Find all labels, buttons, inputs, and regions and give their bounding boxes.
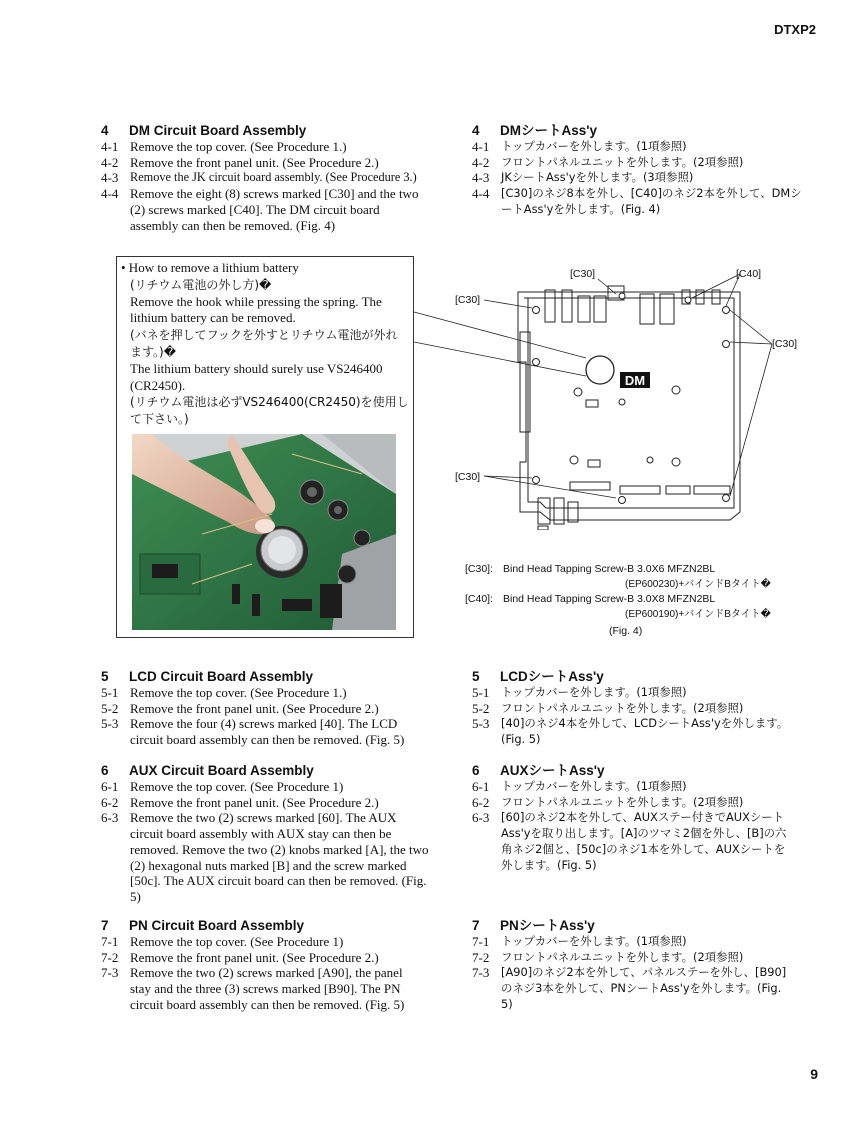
step (472, 186, 802, 217)
step-number: 4-1 (101, 139, 119, 154)
step-number: 7-1 (101, 934, 119, 949)
caption-text: Bind Head Tapping Screw-B 3.0X8 MFZN2BL (503, 593, 716, 605)
step (472, 170, 802, 186)
step-text: Remove the eight (8) screws marked [C30] and the two (2) screws marked [C40]. The DM circuit board assembly can then be removed. (Fig. 4) (130, 186, 419, 233)
step (101, 701, 431, 717)
step (101, 795, 431, 811)
section-number: 6 (472, 763, 480, 778)
step-text: フロントパネルユニットを外します。(2項参照) (501, 949, 744, 964)
step-number: 6-2 (101, 794, 119, 810)
section-title: LCDシートAss'y (500, 669, 604, 684)
step (101, 950, 431, 966)
section-title: DM Circuit Board Assembly (129, 123, 307, 138)
step-number: 4-2 (472, 154, 490, 170)
section-number: 7 (101, 918, 109, 933)
step-number: 4-2 (101, 154, 119, 170)
step-text: フロントパネルユニットを外します。(2項参照) (501, 700, 744, 715)
battery-note-box (116, 256, 414, 638)
step-number: 7-2 (101, 949, 119, 965)
model-code: DTXP2 (774, 22, 816, 37)
section-heading (101, 918, 431, 934)
caption-key: [C30]: (465, 563, 494, 575)
step-text: Remove the front panel unit. (See Procedure 2.) (130, 700, 379, 716)
step (472, 779, 792, 795)
step-number: 5-2 (101, 700, 119, 716)
figure-label: (Fig. 4) (609, 625, 643, 637)
step-text: トップカバーを外します。(1項参照) (501, 139, 687, 153)
step-number: 5-3 (472, 716, 490, 732)
label-c40: [C40] (736, 268, 762, 280)
battery-removal-photo (132, 434, 396, 630)
step-text: トップカバーを外します。(1項参照) (501, 934, 687, 948)
step-text: トップカバーを外します。(1項参照) (501, 779, 687, 793)
section-title: DMシートAss'y (500, 123, 597, 138)
note-text-jp: (リチウム電池は必ずVS246400(CR2450)を使用して下さい。) (130, 395, 409, 427)
label-c30-top: [C30] (570, 268, 596, 280)
section-title: PN Circuit Board Assembly (129, 918, 305, 933)
step (472, 950, 792, 966)
step (101, 779, 431, 795)
note-text-jp: (バネを押してフックを外すとリチウム電池が外れます。)� (130, 328, 398, 359)
step-number: 5-3 (101, 716, 119, 732)
section-number: 7 (472, 918, 480, 933)
section-6-en (101, 763, 431, 905)
note-leader-lines (410, 300, 610, 380)
section-5-en (101, 669, 431, 748)
step-number: 4-4 (101, 186, 119, 202)
step-text: Remove the JK circuit board assembly. (See Procedure 3.) (130, 170, 417, 185)
step-number: 5-1 (101, 685, 119, 700)
step (101, 934, 431, 950)
section-heading (472, 763, 792, 779)
caption-key: [C40]: (465, 593, 494, 605)
step (472, 701, 792, 717)
section-7-jp (472, 918, 792, 1013)
step (101, 685, 431, 701)
step-number: 4-1 (472, 139, 490, 154)
step-text: Remove the front panel unit. (See Procedure 2.) (130, 794, 379, 810)
step-text: Remove the top cover. (See Procedure 1) (130, 934, 344, 949)
step (101, 139, 431, 155)
step (101, 186, 419, 233)
label-c30-right: [C30] (772, 338, 798, 350)
step-number: 7-3 (101, 965, 119, 981)
board-label: DM (624, 373, 646, 388)
step (472, 155, 802, 171)
step-text: [60]のネジ2本を外して、AUXステー付きでAUXシートAss'yを取り出します。[A]のツマミ2個を外し、[B]の六角ネジ2個と、[50c]のネジ1本を外して、AUXシートを外します。(Fig. 5) (501, 810, 787, 872)
step-number: 6-1 (472, 779, 490, 794)
section-4-en (101, 123, 431, 233)
step-number: 6-1 (101, 779, 119, 794)
step (472, 716, 792, 747)
section-heading (472, 123, 802, 139)
section-number: 6 (101, 763, 109, 778)
step-text: Remove the front panel unit. (See Procedure 2.) (130, 949, 379, 965)
section-heading (472, 918, 792, 934)
step (472, 934, 792, 950)
step-text: [C30]のネジ8本を外し、[C40]のネジ2本を外して、DMシートAss'yを外します。(Fig. 4) (501, 186, 802, 216)
step-text: JKシートAss'yを外します。(3項参照) (501, 170, 694, 185)
caption-code: (EP600190)+バインドBタイト� (625, 609, 771, 620)
step-text: フロントパネルユニットを外します。(2項参照) (501, 154, 744, 169)
step (472, 795, 792, 811)
section-title: LCD Circuit Board Assembly (129, 669, 314, 684)
section-5-jp (472, 669, 792, 748)
step-number: 7-1 (472, 934, 490, 949)
step-number: 4-3 (472, 170, 490, 186)
section-title: PNシートAss'y (500, 918, 595, 933)
step-number: 6-2 (472, 794, 490, 810)
note-text: The lithium battery should surely use VS246400 (CR2450). (130, 360, 383, 393)
step-number: 7-3 (472, 965, 490, 981)
step (101, 155, 431, 171)
section-number: 5 (472, 669, 480, 684)
step-text: Remove the two (2) screws marked [60]. The AUX circuit board assembly with AUX stay can then be removed. Remove the two (2) knobs marked [A], the two (2) hexagonal nuts marked [B] and the screw marked [50c]. The AUX circuit board can then be removed. (Fig. 5) (130, 810, 429, 904)
fig-caption (465, 563, 785, 637)
step (472, 965, 792, 1012)
step-number: 5-2 (472, 700, 490, 716)
caption-text: Bind Head Tapping Screw-B 3.0X6 MFZN2BL (503, 563, 716, 575)
label-c30-bottom: [C30] (455, 471, 481, 483)
section-number: 4 (472, 123, 480, 138)
section-heading (472, 669, 792, 685)
caption-code: (EP600230)+バインドBタイト� (625, 579, 771, 590)
section-6-jp (472, 763, 792, 873)
step-text: トップカバーを外します。(1項参照) (501, 685, 687, 699)
step (472, 810, 792, 873)
page-number: 9 (810, 1066, 818, 1082)
step-number: 6-3 (472, 810, 490, 826)
step-number: 6-3 (101, 810, 119, 826)
note-text: Remove the hook while pressing the spring. The lithium battery can be removed. (130, 293, 382, 326)
step (101, 965, 423, 1012)
step-text: Remove the top cover. (See Procedure 1.) (130, 685, 347, 700)
step-text: [40]のネジ4本を外して、LCDシートAss'yを外します。(Fig. 5) (501, 716, 789, 747)
step (472, 139, 802, 155)
step (101, 170, 431, 186)
step-text: Remove the front panel unit. (See Procedure 2.) (130, 154, 379, 170)
section-heading (101, 669, 431, 685)
step-number: 4-4 (472, 186, 490, 202)
step-number: 5-1 (472, 685, 490, 700)
step-number: 7-2 (472, 949, 490, 965)
section-4-jp (472, 123, 802, 218)
note-heading: • How to remove a lithium battery (121, 260, 299, 275)
section-heading (101, 763, 431, 779)
note-text-jp: (リチウム電池の外し方)� (130, 277, 272, 292)
step-text: Remove the two (2) screws marked [A90], the panel stay and the three (3) screws marked [B90]. The PN circuit board assembly can then be removed. (Fig. 5) (130, 965, 405, 1012)
section-7-en (101, 918, 431, 1013)
step-number: 4-3 (101, 170, 119, 186)
section-title: AUXシートAss'y (500, 763, 605, 778)
step-text: Remove the four (4) screws marked [40]. The LCD circuit board assembly can then be removed. (Fig. 5) (130, 716, 405, 748)
step (101, 716, 427, 747)
section-number: 4 (101, 123, 109, 138)
section-heading (101, 123, 431, 139)
step (472, 685, 792, 701)
label-c30-left: [C30] (455, 294, 481, 306)
step (101, 810, 431, 904)
step-text: フロントパネルユニットを外します。(2項参照) (501, 794, 744, 809)
step-text: Remove the top cover. (See Procedure 1) (130, 779, 344, 794)
step-text: [A90]のネジ2本を外して、パネルステーを外し、[B90]のネジ3本を外して、PNシートAss'yを外します。(Fig. 5) (501, 965, 787, 1011)
section-number: 5 (101, 669, 109, 684)
step-text: Remove the top cover. (See Procedure 1.) (130, 139, 347, 154)
section-title: AUX Circuit Board Assembly (129, 763, 314, 778)
